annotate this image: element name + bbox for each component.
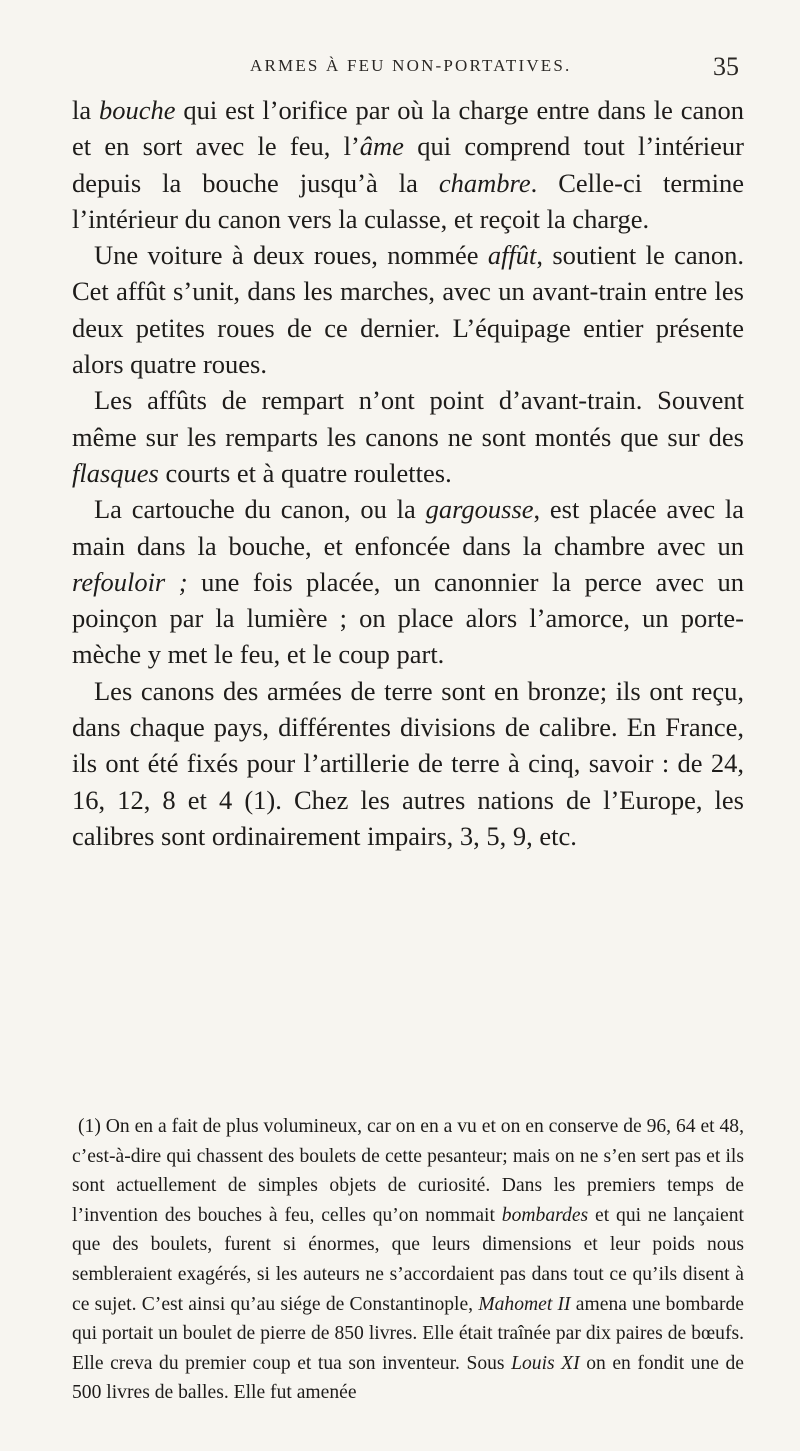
paragraph-5: Les canons des armées de terre sont en bronze; ils ont reçu, dans chaque pays, différentes divisions de calibre. En France, ils ont été fixés pour l’artillerie de terre à cinq, savoir : de 24, 16, 12, 8 et 4 (1). Chez les autres nations de l’Europe, les calibres sont ordinairement impairs, 3, 5, 9, etc. — [72, 675, 744, 851]
paragraph-2: Une voiture à deux roues, nommée affût, soutient le canon. Cet affût s’unit, dans les marches, avec un avant-train entre les deux petites roues de ce dernier. L’équipage entier présente alors quatre roues. — [72, 240, 744, 380]
page-header — [0, 52, 800, 82]
running-title: ARMES À FEU NON-PORTATIVES. — [250, 56, 572, 75]
paragraph-4: La cartouche du canon, ou la gargousse, est placée avec la main dans la bouche, et enfoncée dans la chambre avec un refouloir ; une fois placée, un canonnier la perce avec un poinçon par la lumière ; on place alors l’amorce, un porte-mèche y met le feu, et le coup part. — [72, 494, 744, 670]
footnote-mark: (1) — [78, 1116, 101, 1137]
paragraph-1: la bouche qui est l’orifice par où la charge entre dans le canon et en sort avec le feu, l’âme qui comprend tout l’intérieur depuis la bouche jusqu’à la chambre. Celle-ci termine l’intérieur du canon vers la culasse, et reçoit la charge. — [72, 95, 745, 234]
paragraph-3: Les affûts de rempart n’ont point d’avant-train. Souvent même sur les remparts les canons ne sont montés que sur des flasques courts et à quatre roulettes. — [72, 385, 744, 488]
footnote — [72, 1112, 744, 1408]
footnote-text: (1) On en a fait de plus volumineux, car on en a vu et on en conserve de 96, 64 et 48, c’est-à-dire qui chassent des boulets de cette pesanteur; mais on ne s’en sert pas et ils sont actuellement de simples objets de curiosité. Dans les premiers temps de l’invention des bouches à feu, celles qu’on nommait bombardes et qui ne lançaient que des boulets, furent si énormes, que leurs dimensions et leur poids nous sembleraient exagérés, si les auteurs ne s’accordaient pas dans tout ce qu’ils disent à ce sujet. C’est ainsi qu’au siége de Constantinople, Mahomet II amena une bombarde qui portait un boulet de pierre de 850 livres. Elle était traînée par dix paires de bœufs. Elle creva du premier coup et tua son inventeur. Sous Louis XI on en fondit une de 500 livres de balles. Elle fut amenée — [72, 1116, 745, 1404]
main-text — [72, 92, 744, 854]
page-number: 35 — [713, 52, 739, 81]
